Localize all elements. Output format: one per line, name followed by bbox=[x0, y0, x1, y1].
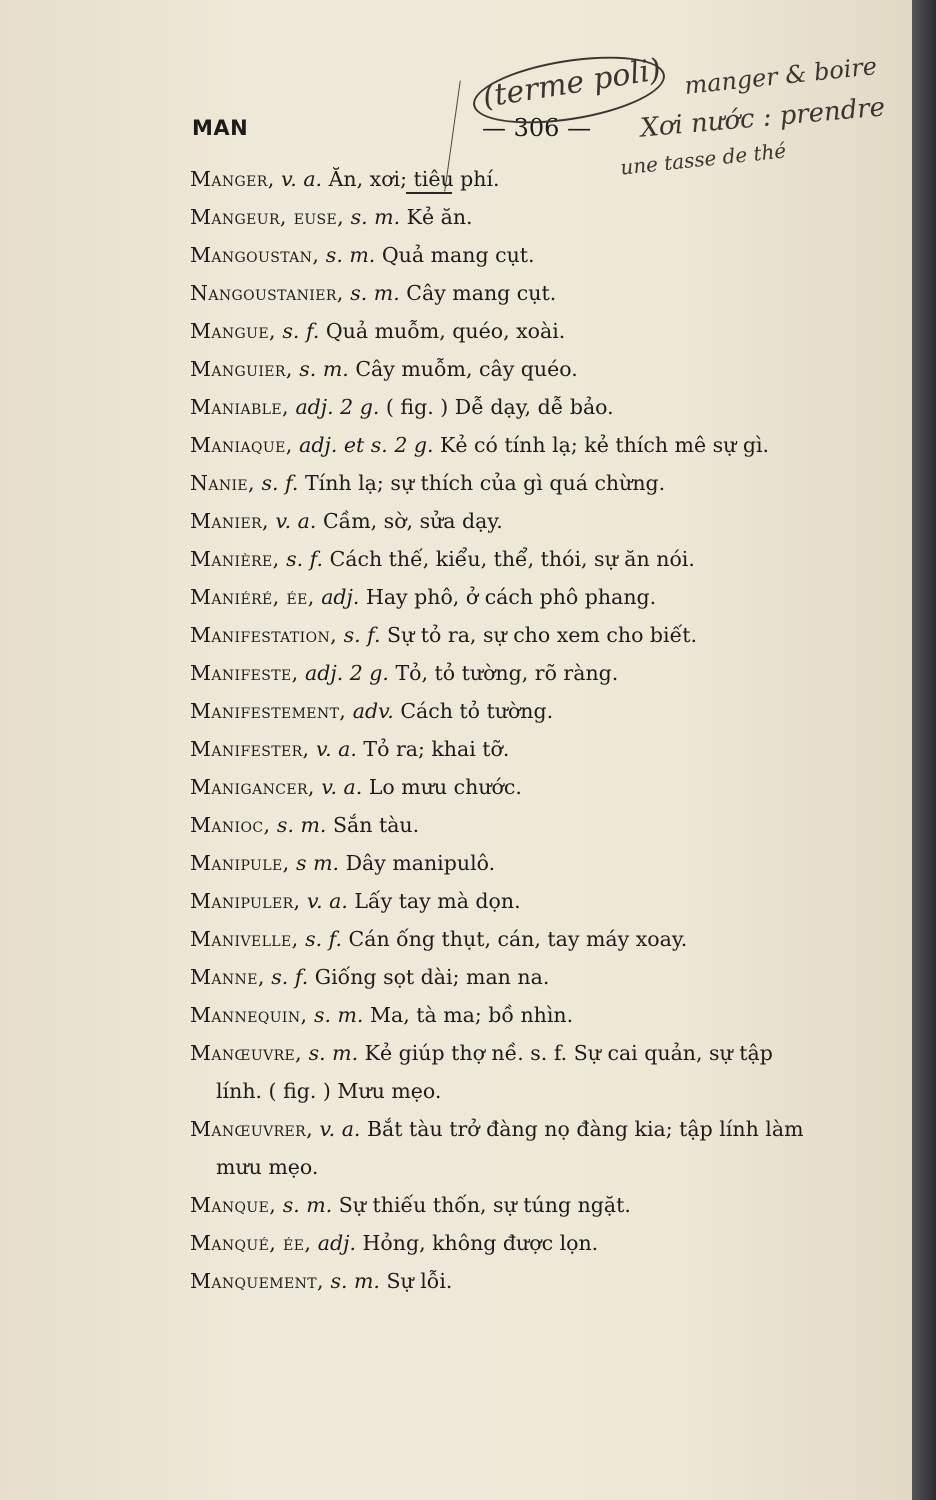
handwritten-note-1: manger & boire bbox=[683, 51, 879, 101]
entry-grammar: v. a. bbox=[306, 889, 348, 913]
entry-headword: Nangoustanier, bbox=[190, 281, 344, 305]
entry-definition: Dây manipulô. bbox=[345, 851, 496, 875]
dictionary-entry bbox=[190, 312, 900, 350]
dictionary-entry bbox=[190, 882, 900, 920]
entry-grammar: s. f. bbox=[343, 623, 381, 647]
entry-definition: Sự thiếu thốn, sự túng ngặt. bbox=[338, 1193, 631, 1217]
entry-headword: Mannequin, bbox=[190, 1003, 308, 1027]
book-edge bbox=[912, 0, 936, 1500]
dictionary-entry bbox=[190, 236, 900, 274]
dictionary-entry bbox=[190, 160, 900, 198]
dictionary-entry bbox=[190, 198, 900, 236]
entry-grammar: v. a. bbox=[321, 775, 363, 799]
dictionary-entry bbox=[190, 502, 900, 540]
entry-grammar: s. f. bbox=[286, 547, 324, 571]
dictionary-entry bbox=[190, 1034, 900, 1110]
entry-grammar: s. f. bbox=[282, 319, 320, 343]
entry-grammar: s. m. bbox=[330, 1269, 380, 1293]
entry-grammar: s. m. bbox=[299, 357, 349, 381]
entry-grammar: s. m. bbox=[313, 1003, 364, 1027]
entry-continuation: lính. ( fig. ) Mưu mẹo. bbox=[216, 1079, 442, 1103]
entry-headword: Manifeste, bbox=[190, 661, 299, 685]
entry-grammar: s m. bbox=[296, 851, 340, 875]
entry-headword: Maniable, bbox=[190, 395, 289, 419]
dictionary-entry bbox=[190, 578, 900, 616]
entry-grammar: s. f. bbox=[305, 927, 343, 951]
entry-grammar: adj. et s. 2 g. bbox=[299, 433, 434, 457]
entry-grammar: v. a. bbox=[281, 167, 323, 191]
entry-definition: Kẻ giúp thợ nề. s. f. Sự cai quản, sự tập bbox=[364, 1041, 773, 1065]
entry-headword: Maniaque, bbox=[190, 433, 293, 457]
dictionary-entry bbox=[190, 1262, 900, 1300]
entry-headword: Manière, bbox=[190, 547, 280, 571]
entry-definition: Lo mưu chước. bbox=[368, 775, 522, 799]
entry-grammar: adj. 2 g. bbox=[295, 395, 380, 419]
dictionary-entry bbox=[190, 616, 900, 654]
entry-definition: Tỏ, tỏ tường, rõ ràng. bbox=[395, 661, 619, 685]
entry-definition: Giống sọt dài; man na. bbox=[314, 965, 550, 989]
entry-grammar: s. m. bbox=[350, 205, 401, 229]
entry-definition: Sự lỗi. bbox=[386, 1269, 453, 1293]
entry-grammar: s. m. bbox=[350, 281, 400, 305]
entry-definition: Ma, tà ma; bồ nhìn. bbox=[369, 1003, 574, 1027]
dictionary-entry bbox=[190, 388, 900, 426]
entry-grammar: v. a. bbox=[319, 1117, 361, 1141]
entry-grammar: s. m. bbox=[325, 243, 376, 267]
entry-definition: ( fig. ) Dễ dạy, dễ bảo. bbox=[385, 395, 614, 419]
handwritten-note-circled: (terme poli) bbox=[480, 52, 664, 115]
entry-grammar: v. a. bbox=[315, 737, 357, 761]
entry-headword: Manœuvrer, bbox=[190, 1117, 313, 1141]
entry-definition: Cây muỗm, cây quéo. bbox=[355, 357, 578, 381]
dictionary-entries bbox=[190, 160, 900, 1300]
dictionary-entry bbox=[190, 540, 900, 578]
entry-definition: Kẻ có tính lạ; kẻ thích mê sự gì. bbox=[440, 433, 770, 457]
entry-headword: Manque, bbox=[190, 1193, 277, 1217]
entry-grammar: s. f. bbox=[271, 965, 309, 989]
dictionary-entry bbox=[190, 350, 900, 388]
entry-grammar: s. m. bbox=[282, 1193, 333, 1217]
page-number: — 306 — bbox=[482, 114, 592, 142]
entry-definition: Cách tỏ tường. bbox=[400, 699, 554, 723]
dictionary-entry bbox=[190, 464, 900, 502]
entry-definition: Cây mang cụt. bbox=[406, 281, 557, 305]
entry-definition: Ăn, xơi; tiêu phí. bbox=[328, 167, 500, 191]
entry-definition: Sắn tàu. bbox=[332, 813, 420, 837]
entry-headword: Manier, bbox=[190, 509, 269, 533]
entry-headword: Manivelle, bbox=[190, 927, 299, 951]
entry-headword: Manipule, bbox=[190, 851, 290, 875]
entry-headword: Manœuvre, bbox=[190, 1041, 303, 1065]
running-head: MAN bbox=[192, 116, 249, 140]
entry-definition: Sự tỏ ra, sự cho xem cho biết. bbox=[387, 623, 697, 647]
entry-headword: Nanie, bbox=[190, 471, 255, 495]
entry-headword: Manifestation, bbox=[190, 623, 338, 647]
entry-headword: Mangeur, euse, bbox=[190, 205, 345, 229]
dictionary-entry bbox=[190, 768, 900, 806]
entry-definition: Lấy tay mà dọn. bbox=[354, 889, 521, 913]
dictionary-entry bbox=[190, 844, 900, 882]
dictionary-entry bbox=[190, 806, 900, 844]
entry-headword: Manqué, ée, bbox=[190, 1231, 312, 1255]
entry-headword: Mangue, bbox=[190, 319, 276, 343]
entry-headword: Manifester, bbox=[190, 737, 310, 761]
dictionary-entry bbox=[190, 1110, 900, 1186]
entry-grammar: v. a. bbox=[275, 509, 317, 533]
entry-grammar: s. m. bbox=[308, 1041, 359, 1065]
dictionary-entry bbox=[190, 920, 900, 958]
entry-definition: Tính lạ; sự thích của gì quá chừng. bbox=[304, 471, 666, 495]
entry-grammar: adv. bbox=[352, 699, 394, 723]
dictionary-entry bbox=[190, 996, 900, 1034]
handwritten-note-2: Xơi nước : prendre bbox=[639, 92, 887, 144]
entry-definition: Tỏ ra; khai tỡ. bbox=[363, 737, 510, 761]
entry-headword: Maniéré, ée, bbox=[190, 585, 315, 609]
dictionary-entry bbox=[190, 1224, 900, 1262]
dictionary-entry bbox=[190, 958, 900, 996]
entry-definition: Cách thế, kiểu, thể, thói, sự ăn nói. bbox=[329, 547, 695, 571]
entry-definition: Quả muỗm, quéo, xoài. bbox=[325, 319, 566, 343]
entry-headword: Manger, bbox=[190, 167, 275, 191]
dictionary-entry bbox=[190, 426, 900, 464]
entry-headword: Manne, bbox=[190, 965, 265, 989]
entry-headword: Manifestement, bbox=[190, 699, 347, 723]
dictionary-entry bbox=[190, 274, 900, 312]
dictionary-entry bbox=[190, 730, 900, 768]
entry-grammar: adj. bbox=[317, 1231, 356, 1255]
entry-definition: Hỏng, không được lọn. bbox=[362, 1231, 599, 1255]
dictionary-entry bbox=[190, 692, 900, 730]
entry-headword: Manipuler, bbox=[190, 889, 301, 913]
entry-definition: Kẻ ăn. bbox=[406, 205, 473, 229]
entry-definition: Cán ống thụt, cán, tay máy xoay. bbox=[348, 927, 688, 951]
entry-headword: Manigancer, bbox=[190, 775, 315, 799]
dictionary-entry bbox=[190, 654, 900, 692]
entry-definition: Hay phô, ở cách phô phang. bbox=[365, 585, 657, 609]
entry-definition: Quả mang cụt. bbox=[381, 243, 535, 267]
entry-continuation: mưu mẹo. bbox=[216, 1155, 319, 1179]
entry-definition: Bắt tàu trở đàng nọ đàng kia; tập lính làm bbox=[366, 1117, 804, 1141]
dictionary-entry bbox=[190, 1186, 900, 1224]
entry-grammar: adj. bbox=[321, 585, 360, 609]
entry-headword: Manguier, bbox=[190, 357, 293, 381]
entry-definition: Cầm, sờ, sửa dạy. bbox=[322, 509, 503, 533]
entry-headword: Manquement, bbox=[190, 1269, 324, 1293]
handwritten-note-3: une tasse de thé bbox=[619, 138, 788, 180]
entry-grammar: s. f. bbox=[261, 471, 299, 495]
entry-grammar: adj. 2 g. bbox=[305, 661, 389, 685]
entry-grammar: s. m. bbox=[276, 813, 327, 837]
entry-headword: Manioc, bbox=[190, 813, 271, 837]
entry-headword: Mangoustan, bbox=[190, 243, 320, 267]
